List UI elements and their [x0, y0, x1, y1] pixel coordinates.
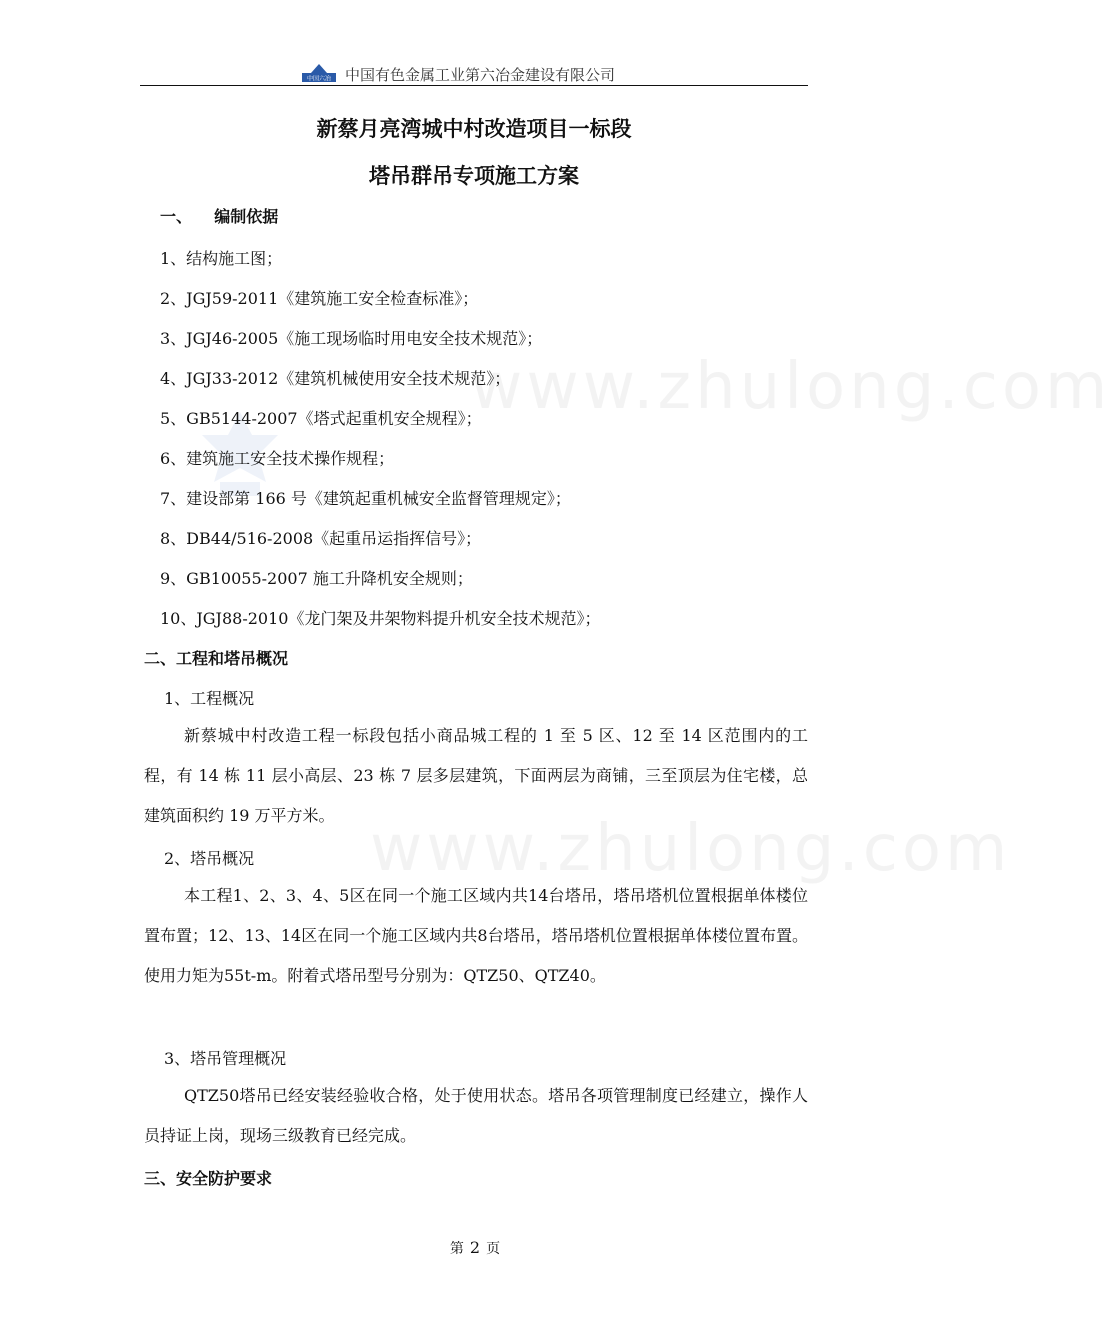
- list-item: 8、DB44/516-2008《起重吊运指挥信号》；: [160, 529, 482, 548]
- page-footer: [0, 1238, 950, 1258]
- paragraph: 本工程1、2、3、4、5区在同一个施工区域内共14台塔吊，塔吊塔机位置根据单体楼位置布置；12、13、14区在同一个施工区域内共8台塔吊，塔吊塔机位置根据单体楼位置布置。使用力矩为55t-m。附着式塔吊型号分别为：QTZ50、QTZ40。: [144, 886, 808, 985]
- subsection-heading: 1、工程概况: [164, 689, 255, 708]
- watermark-text: www.zhulong.com: [370, 812, 1012, 886]
- list-item: 10、JGJ88-2010《龙门架及井架物料提升机安全技术规范》；: [160, 609, 601, 628]
- list-item: 6、建筑施工安全技术操作规程；: [160, 449, 395, 468]
- company-name: 中国有色金属工业第六冶金建设有限公司: [345, 66, 616, 84]
- list-item: 2、JGJ59-2011《建筑施工安全检查标准》；: [160, 289, 479, 308]
- list-item: 3、JGJ46-2005《施工现场临时用电安全技术规范》；: [160, 329, 543, 348]
- section-heading: 三、安全防护要求: [144, 1169, 273, 1188]
- list-item: 1、结构施工图；: [160, 249, 283, 268]
- list-item: 4、JGJ33-2012《建筑机械使用安全技术规范》；: [160, 369, 511, 388]
- page-number: 2: [469, 1238, 481, 1257]
- list-item: 5、GB5144-2007《塔式起重机安全规程》；: [160, 409, 482, 428]
- paragraph: QTZ50塔吊已经安装经验收合格，处于使用状态。塔吊各项管理制度已经建立，操作人员持证上岗，现场三级教育已经完成。: [144, 1086, 808, 1145]
- subsection-heading: 3、塔吊管理概况: [164, 1049, 287, 1068]
- section-heading: 二、工程和塔吊概况: [144, 649, 289, 668]
- section-heading: 一、 编制依据: [160, 207, 279, 226]
- document-subtitle: 塔吊群吊专项施工方案: [369, 164, 579, 188]
- page-suffix: 页: [486, 1241, 501, 1257]
- svg-text:中国六冶: 中国六冶: [306, 75, 332, 83]
- company-logo: [302, 64, 336, 82]
- header-divider: [140, 85, 808, 86]
- paragraph: 新蔡城中村改造工程一标段包括小商品城工程的 1 至 5 区、12 至 14 区范围内的工程，有 14 栋 11 层小高层、23 栋 7 层多层建筑，下面两层为商铺，三至顶层为住宅楼，总建筑面积约 19 万平方米。: [144, 726, 808, 825]
- list-item: 9、GB10055-2007 施工升降机安全规则；: [160, 569, 473, 588]
- watermark-text: www.zhulong.com: [470, 350, 1111, 424]
- document-title: 新蔡月亮湾城中村改造项目一标段: [316, 117, 632, 141]
- page-prefix: 第: [449, 1241, 464, 1257]
- list-item: 7、建设部第 166 号《建筑起重机械安全监督管理规定》；: [160, 489, 571, 508]
- page-header: [140, 62, 808, 86]
- subsection-heading: 2、塔吊概况: [164, 849, 255, 868]
